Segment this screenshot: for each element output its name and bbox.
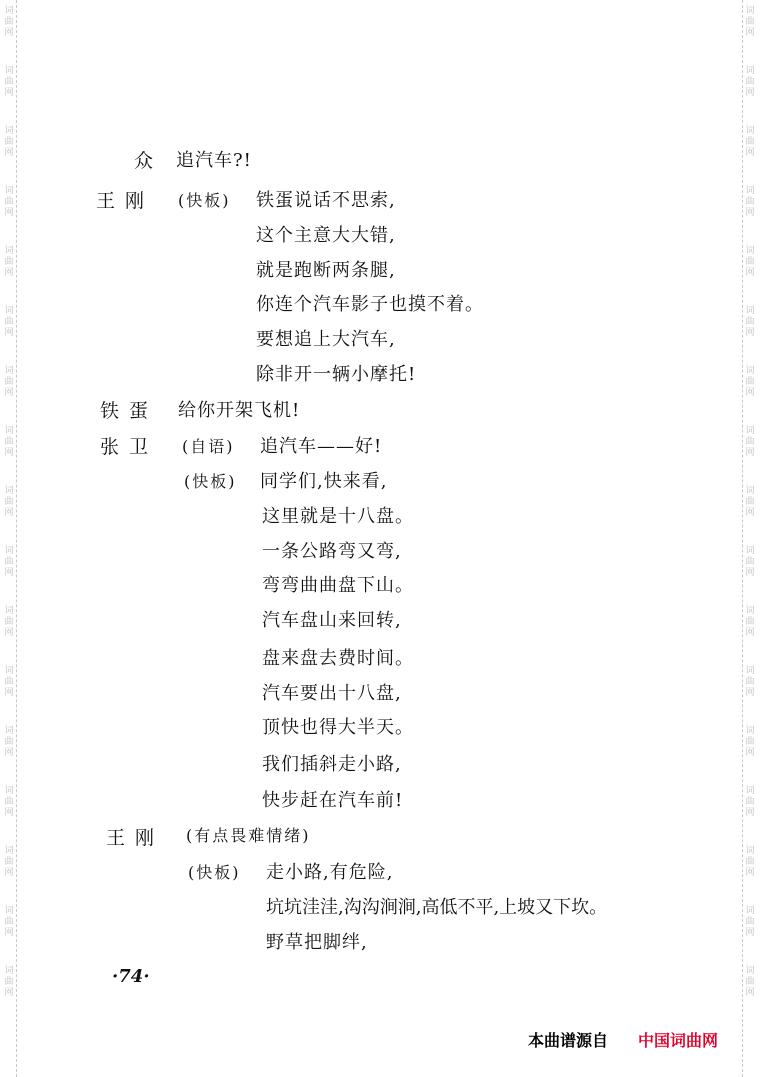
dialogue-line: 汽车要出十八盘, [262, 683, 402, 704]
dialogue-line: 盘来盘去费时间。 [262, 648, 414, 669]
speaker-label: 铁 蛋 [100, 400, 151, 422]
dialogue-line: 追汽车?! [176, 150, 252, 171]
watermark-stamp: 词 曲 网 [745, 726, 755, 758]
watermark-stamp: 词 曲 网 [4, 66, 14, 98]
dialogue-line: 这个主意大大错, [256, 225, 396, 246]
watermark-stamp: 词 曲 网 [4, 186, 14, 218]
watermark-stamp: 词 曲 网 [4, 486, 14, 518]
watermark-stamp: 词 曲 网 [4, 306, 14, 338]
watermark-stamp: 词 曲 网 [745, 666, 755, 698]
dialogue-line: 走小路,有危险, [266, 862, 394, 883]
dialogue-line: 同学们,快来看, [260, 471, 388, 492]
watermark-stamp: 词 曲 网 [4, 966, 14, 998]
watermark-stamp: 词 曲 网 [745, 606, 755, 638]
watermark-stamp: 词 曲 网 [745, 126, 755, 158]
watermark-stamp: 词 曲 网 [745, 906, 755, 938]
page-number: ·74· [112, 966, 150, 987]
watermark-stamp: 词 曲 网 [4, 366, 14, 398]
dialogue-line: 快步赶在汽车前! [262, 790, 404, 811]
watermark-stamp: 词 曲 网 [4, 6, 14, 38]
dialogue-line: 弯弯曲曲盘下山。 [262, 575, 414, 596]
watermark-stamp: 词 曲 网 [745, 306, 755, 338]
watermark-stamp: 词 曲 网 [4, 606, 14, 638]
watermark-stamp: 词 曲 网 [4, 666, 14, 698]
dialogue-line: 就是跑断两条腿, [256, 260, 396, 281]
watermark-stamp: 词 曲 网 [745, 246, 755, 278]
watermark-stamp: 词 曲 网 [4, 906, 14, 938]
left-dashed-border [16, 0, 17, 1077]
speaker-label: 王 刚 [96, 190, 147, 212]
watermark-stamp: 词 曲 网 [745, 366, 755, 398]
watermark-stamp: 词 曲 网 [745, 186, 755, 218]
dialogue-line: 铁蛋说话不思索, [256, 190, 396, 211]
watermark-stamp: 词 曲 网 [4, 786, 14, 818]
dialogue-line: 我们插斜走小路, [262, 754, 402, 775]
watermark-stamp: 词 曲 网 [745, 66, 755, 98]
dialogue-line: 给你开架飞机! [178, 400, 301, 421]
speaker-label: 王 刚 [106, 827, 157, 849]
stage-direction: (自语) [182, 437, 235, 456]
watermark-stamp: 词 曲 网 [745, 546, 755, 578]
dialogue-line: 你连个汽车影子也摸不着。 [256, 294, 484, 315]
stage-direction: (快板) [178, 191, 231, 210]
watermark-stamp: 词 曲 网 [745, 786, 755, 818]
watermark-stamp: 词 曲 网 [4, 846, 14, 878]
watermark-stamp: 词 曲 网 [745, 966, 755, 998]
speaker-label: 张 卫 [100, 436, 151, 458]
dialogue-line: 这里就是十八盘。 [262, 506, 414, 527]
watermark-stamp: 词 曲 网 [4, 726, 14, 758]
stage-direction: (快板) [184, 472, 237, 491]
watermark-stamp: 词 曲 网 [4, 426, 14, 458]
watermark-stamp: 词 曲 网 [745, 486, 755, 518]
stage-direction: (有点畏难情绪) [186, 826, 311, 845]
dialogue-line: 顶快也得大半天。 [262, 717, 414, 738]
dialogue-line: 汽车盘山来回转, [262, 610, 402, 631]
stage-direction: (快板) [188, 863, 241, 882]
watermark-stamp: 词 曲 网 [4, 246, 14, 278]
speaker-label: 众 [134, 150, 156, 172]
source-label: 本曲谱源自 [528, 1031, 609, 1050]
dialogue-line: 要想追上大汽车, [256, 329, 396, 350]
dialogue-line: 野草把脚绊, [266, 932, 368, 953]
source-site-name: 中国词曲网 [638, 1031, 719, 1050]
dialogue-line: 追汽车——好! [260, 436, 383, 457]
dialogue-line: 一条公路弯又弯, [262, 541, 402, 562]
dialogue-line: 坑坑洼洼,沟沟涧涧,高低不平,上坡又下坎。 [266, 897, 608, 918]
watermark-stamp: 词 曲 网 [745, 846, 755, 878]
watermark-stamp: 词 曲 网 [4, 546, 14, 578]
watermark-stamp: 词 曲 网 [4, 126, 14, 158]
watermark-stamp: 词 曲 网 [745, 426, 755, 458]
watermark-stamp: 词 曲 网 [745, 6, 755, 38]
dialogue-line: 除非开一辆小摩托! [256, 364, 417, 385]
